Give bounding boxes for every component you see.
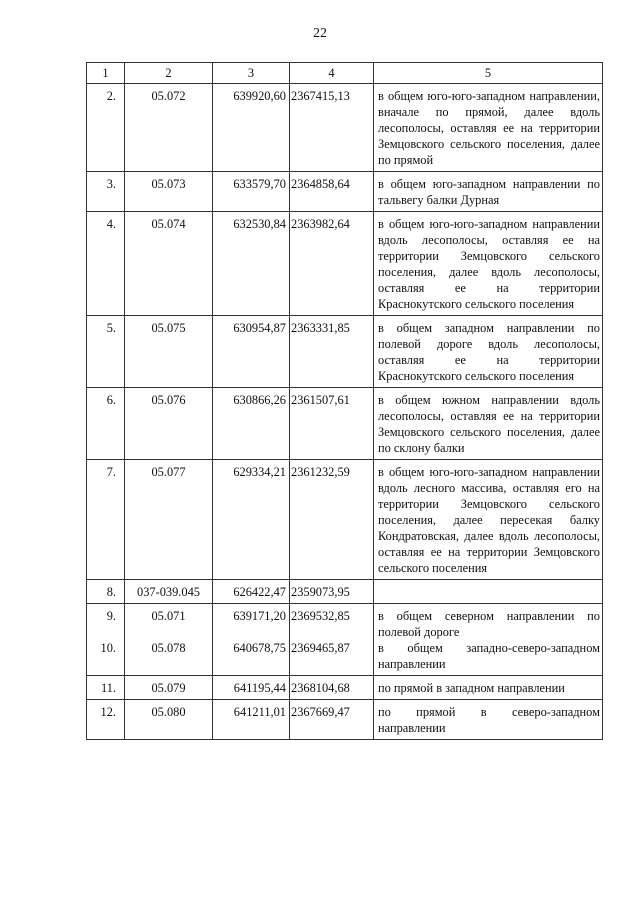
coord-x: 640678,75 <box>233 641 286 655</box>
boundary-table <box>86 62 603 740</box>
table-row <box>87 316 603 388</box>
coord-y: 2361232,59 <box>290 460 374 580</box>
table-row <box>87 388 603 460</box>
table-row <box>87 460 603 580</box>
table-row <box>87 676 603 700</box>
table-row <box>87 172 603 212</box>
route-description: в общем юго-юго-западном направлении вдоль лесного массива, оставляя его на территории Земцовского сельского поселения, далее пересекая балку Кондратовская, далее вдоль лесополосы, оставляя ее на территории Земцовского сельского поселения <box>374 460 603 580</box>
point-code: 05.079 <box>125 676 213 700</box>
route-description-pair <box>374 604 603 676</box>
row-number: 7. <box>87 460 125 580</box>
route-description: в общем юго-западном направлении по тальвегу балки Дурная <box>374 172 603 212</box>
row-number: 11. <box>87 676 125 700</box>
point-code: 05.077 <box>125 460 213 580</box>
coord-x-pair <box>213 604 290 676</box>
table-row-pair <box>87 604 603 676</box>
coord-y: 2369465,87 <box>291 641 350 655</box>
coord-y: 2359073,95 <box>290 580 374 604</box>
coord-x: 633579,70 <box>213 172 290 212</box>
row-number: 8. <box>87 580 125 604</box>
header-col-2: 2 <box>125 63 213 84</box>
row-number: 9. <box>106 609 116 623</box>
coord-y: 2367415,13 <box>290 84 374 172</box>
point-code-pair <box>125 604 213 676</box>
point-code: 05.080 <box>125 700 213 740</box>
coord-x: 641211,01 <box>213 700 290 740</box>
table-row <box>87 212 603 316</box>
coord-x: 629334,21 <box>213 460 290 580</box>
coord-y: 2364858,64 <box>290 172 374 212</box>
coord-x: 630866,26 <box>213 388 290 460</box>
row-number: 3. <box>87 172 125 212</box>
coord-x: 626422,47 <box>213 580 290 604</box>
table-row <box>87 580 603 604</box>
point-code: 037-039.045 <box>125 580 213 604</box>
coord-y-pair <box>290 604 374 676</box>
header-col-1: 1 <box>87 63 125 84</box>
row-number: 2. <box>87 84 125 172</box>
row-number: 5. <box>87 316 125 388</box>
coord-y: 2369532,85 <box>291 609 350 623</box>
point-code: 05.074 <box>125 212 213 316</box>
point-code: 05.075 <box>125 316 213 388</box>
coord-y: 2363982,64 <box>290 212 374 316</box>
coord-x: 641195,44 <box>213 676 290 700</box>
point-code: 05.071 <box>151 609 186 623</box>
page-number: 22 <box>313 26 327 41</box>
point-code: 05.078 <box>151 641 186 655</box>
row-number: 4. <box>87 212 125 316</box>
coord-y: 2367669,47 <box>290 700 374 740</box>
point-code: 05.073 <box>125 172 213 212</box>
route-description: в общем западно-северо-западном направлении <box>378 641 600 671</box>
route-description: в общем юго-юго-западном направлении вдоль лесополосы, оставляя ее на территории Земцовского сельского поселения, далее вдоль лесополосы, оставляя ее на территории Краснокутского сельского поселения <box>374 212 603 316</box>
route-description <box>374 580 603 604</box>
row-number: 12. <box>87 700 125 740</box>
route-description: в общем западном направлении по полевой дороге вдоль лесополосы, оставляя ее на территории Краснокутского сельского поселения <box>374 316 603 388</box>
route-description: по прямой в западном направлении <box>374 676 603 700</box>
row-number-pair <box>87 604 125 676</box>
header-col-5: 5 <box>374 63 603 84</box>
route-description: по прямой в северо-западном направлении <box>374 700 603 740</box>
point-code: 05.076 <box>125 388 213 460</box>
table-header-row <box>87 63 603 84</box>
coord-x: 632530,84 <box>213 212 290 316</box>
header-col-4: 4 <box>290 63 374 84</box>
table-row <box>87 84 603 172</box>
route-description: в общем южном направлении вдоль лесополосы, оставляя ее на территории Земцовского сельского поселения, далее по склону балки <box>374 388 603 460</box>
route-description: в общем юго-юго-западном направлении, вначале по прямой, далее вдоль лесополосы, оставляя ее на территории Земцовского сельского поселения, далее по прямой <box>374 84 603 172</box>
coord-x: 630954,87 <box>213 316 290 388</box>
coord-y: 2368104,68 <box>290 676 374 700</box>
point-code: 05.072 <box>125 84 213 172</box>
row-number: 10. <box>100 641 116 655</box>
coord-x: 639171,20 <box>233 609 286 623</box>
table-row <box>87 700 603 740</box>
header-col-3: 3 <box>213 63 290 84</box>
row-number: 6. <box>87 388 125 460</box>
route-description: в общем северном направлении по полевой дороге <box>378 609 600 639</box>
coord-x: 639920,60 <box>213 84 290 172</box>
coord-y: 2361507,61 <box>290 388 374 460</box>
coord-y: 2363331,85 <box>290 316 374 388</box>
